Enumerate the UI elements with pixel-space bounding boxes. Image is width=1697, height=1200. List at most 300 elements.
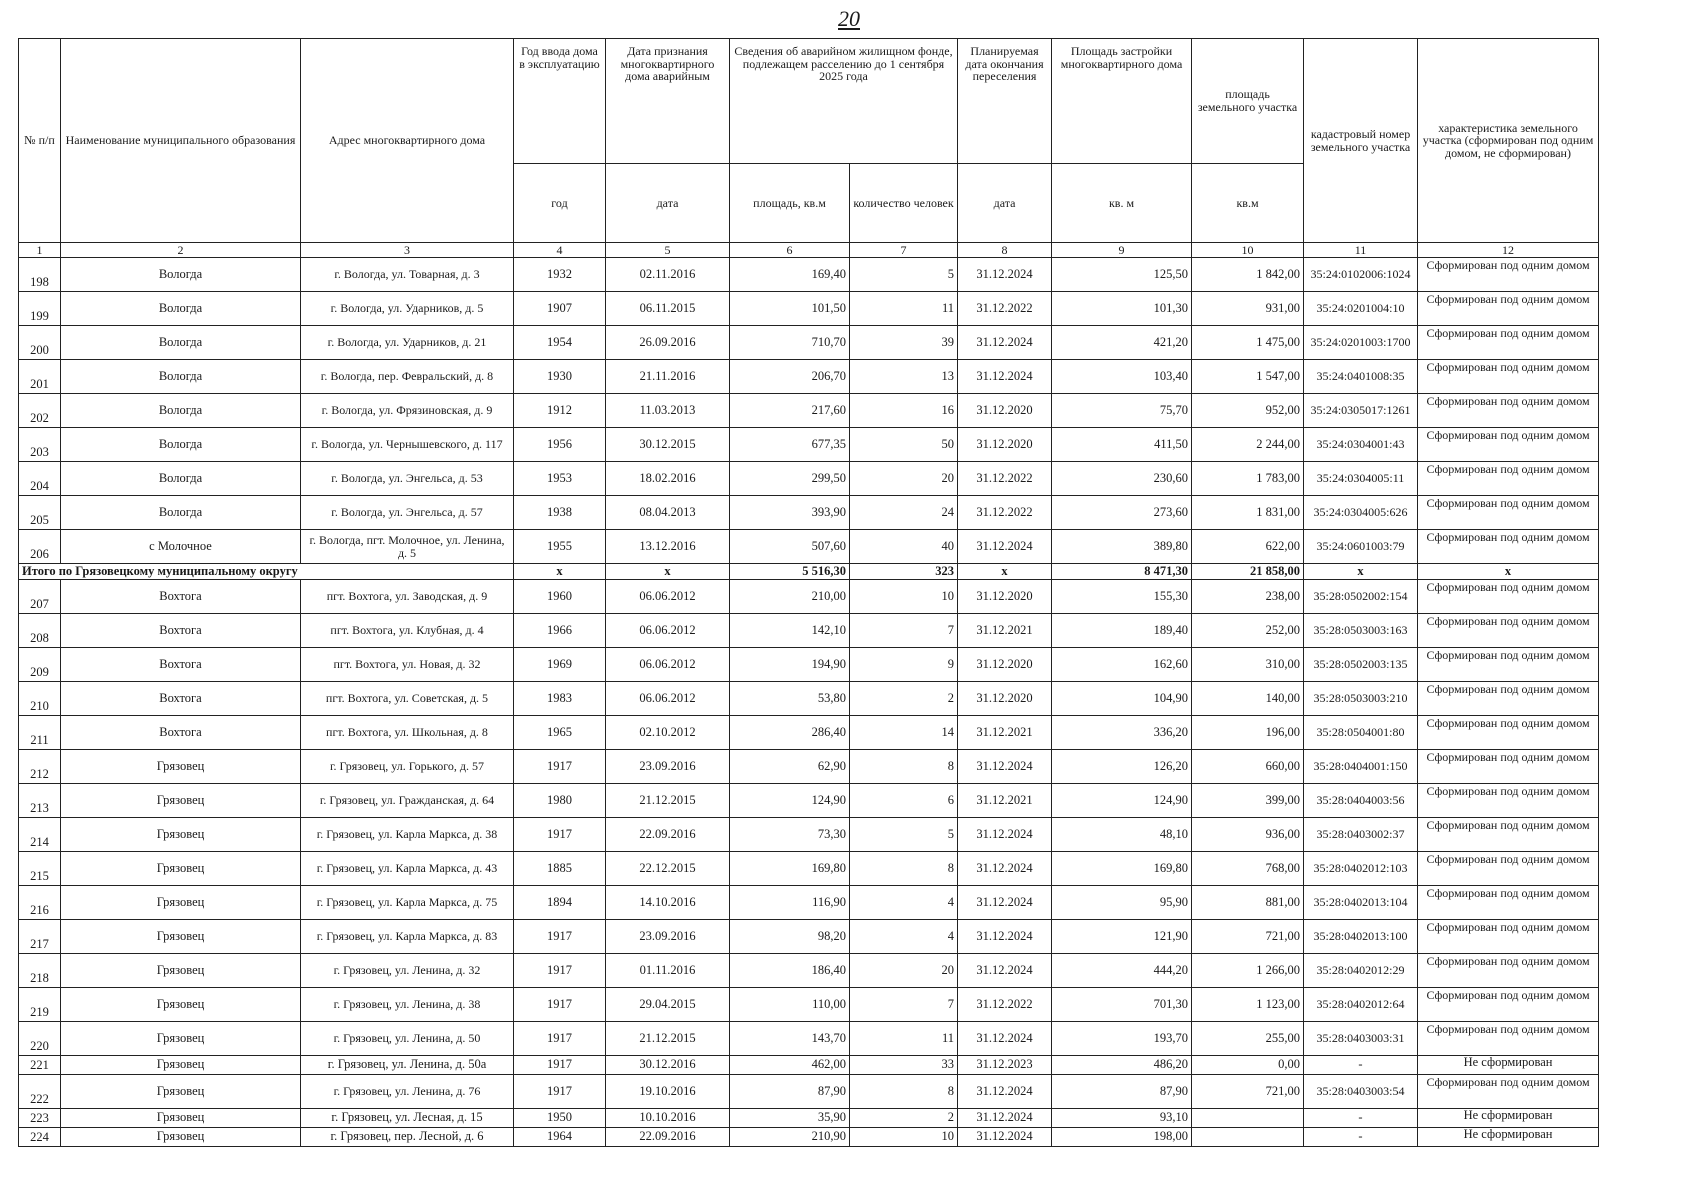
column-index: 5 <box>606 243 730 258</box>
planned-date: 31.12.2020 <box>958 648 1052 682</box>
planned-date: 31.12.2021 <box>958 716 1052 750</box>
building-area: 169,80 <box>1052 852 1192 886</box>
people-count: 11 <box>850 292 958 326</box>
emergency-date: 06.11.2015 <box>606 292 730 326</box>
address: г. Вологда, ул. Энгельса, д. 53 <box>301 462 514 496</box>
commission-year: 1930 <box>514 360 606 394</box>
fund-area: 98,20 <box>730 920 850 954</box>
people-count: 40 <box>850 530 958 564</box>
emergency-date: 11.03.2013 <box>606 394 730 428</box>
commission-year: 1938 <box>514 496 606 530</box>
land-characteristic: Сформирован под одним домом <box>1418 716 1599 750</box>
table-row <box>19 1109 1599 1128</box>
commission-year: 1917 <box>514 1022 606 1056</box>
emergency-date: 01.11.2016 <box>606 954 730 988</box>
land-characteristic: Сформирован под одним домом <box>1418 580 1599 614</box>
planned-date: 31.12.2024 <box>958 818 1052 852</box>
planned-date: 31.12.2024 <box>958 326 1052 360</box>
building-area: 101,30 <box>1052 292 1192 326</box>
emergency-date: 10.10.2016 <box>606 1109 730 1128</box>
address: пгт. Вохтога, ул. Школьная, д. 8 <box>301 716 514 750</box>
municipality: Вологда <box>61 496 301 530</box>
building-area: 103,40 <box>1052 360 1192 394</box>
address: г. Грязовец, ул. Гражданская, д. 64 <box>301 784 514 818</box>
table-body-gryazovets <box>19 580 1599 1147</box>
building-area: 336,20 <box>1052 716 1192 750</box>
planned-date: 31.12.2020 <box>958 580 1052 614</box>
commission-year: 1917 <box>514 818 606 852</box>
emergency-date: 21.12.2015 <box>606 1022 730 1056</box>
row-number: 201 <box>19 360 61 394</box>
column-index: 11 <box>1304 243 1418 258</box>
people-count: 4 <box>850 920 958 954</box>
row-number: 207 <box>19 580 61 614</box>
people-count: 20 <box>850 462 958 496</box>
land-area: 255,00 <box>1192 1022 1304 1056</box>
land-area: 1 123,00 <box>1192 988 1304 1022</box>
commission-year: 1965 <box>514 716 606 750</box>
address: г. Вологда, ул. Товарная, д. 3 <box>301 258 514 292</box>
building-area: 93,10 <box>1052 1109 1192 1128</box>
planned-date: 31.12.2024 <box>958 920 1052 954</box>
people-count: 6 <box>850 784 958 818</box>
land-characteristic: Не сформирован <box>1418 1128 1599 1147</box>
land-area: 952,00 <box>1192 394 1304 428</box>
fund-area: 210,00 <box>730 580 850 614</box>
emergency-date: 21.11.2016 <box>606 360 730 394</box>
municipality: Грязовец <box>61 750 301 784</box>
row-number: 205 <box>19 496 61 530</box>
fund-area: 194,90 <box>730 648 850 682</box>
land-area: 252,00 <box>1192 614 1304 648</box>
cadastral-number: 35:28:0402012:103 <box>1304 852 1418 886</box>
row-number: 203 <box>19 428 61 462</box>
people-count: 24 <box>850 496 958 530</box>
municipality: Грязовец <box>61 988 301 1022</box>
subheader-year: год <box>514 164 606 243</box>
table-row <box>19 716 1599 750</box>
land-characteristic: Сформирован под одним домом <box>1418 462 1599 496</box>
fund-area: 124,90 <box>730 784 850 818</box>
municipality: с Молочное <box>61 530 301 564</box>
cadastral-number: 35:24:0601003:79 <box>1304 530 1418 564</box>
table-row <box>19 988 1599 1022</box>
people-count: 39 <box>850 326 958 360</box>
municipality: Грязовец <box>61 920 301 954</box>
land-area: 1 783,00 <box>1192 462 1304 496</box>
address: г. Грязовец, ул. Карла Маркса, д. 75 <box>301 886 514 920</box>
address: г. Грязовец, ул. Ленина, д. 76 <box>301 1075 514 1109</box>
commission-year: 1980 <box>514 784 606 818</box>
planned-date: 31.12.2023 <box>958 1056 1052 1075</box>
land-characteristic: Сформирован под одним домом <box>1418 1075 1599 1109</box>
cadastral-number: 35:28:0402013:104 <box>1304 886 1418 920</box>
cadastral-number: 35:24:0102006:1024 <box>1304 258 1418 292</box>
address: г. Грязовец, ул. Карла Маркса, д. 38 <box>301 818 514 852</box>
people-count: 7 <box>850 614 958 648</box>
land-area: 0,00 <box>1192 1056 1304 1075</box>
fund-area: 677,35 <box>730 428 850 462</box>
people-count: 16 <box>850 394 958 428</box>
commission-year: 1983 <box>514 682 606 716</box>
land-area: 196,00 <box>1192 716 1304 750</box>
total-plan: х <box>958 564 1052 580</box>
address: г. Вологда, ул. Ударников, д. 5 <box>301 292 514 326</box>
row-number: 220 <box>19 1022 61 1056</box>
cadastral-number: 35:24:0304001:43 <box>1304 428 1418 462</box>
emergency-date: 22.09.2016 <box>606 818 730 852</box>
land-characteristic: Сформирован под одним домом <box>1418 818 1599 852</box>
land-characteristic: Сформирован под одним домом <box>1418 530 1599 564</box>
planned-date: 31.12.2021 <box>958 614 1052 648</box>
emergency-date: 14.10.2016 <box>606 886 730 920</box>
header-row-number: № п/п <box>19 39 61 243</box>
row-number: 213 <box>19 784 61 818</box>
planned-date: 31.12.2021 <box>958 784 1052 818</box>
column-index: 4 <box>514 243 606 258</box>
commission-year: 1917 <box>514 920 606 954</box>
municipality: Грязовец <box>61 1056 301 1075</box>
fund-area: 142,10 <box>730 614 850 648</box>
cadastral-number: 35:28:0402012:29 <box>1304 954 1418 988</box>
planned-date: 31.12.2024 <box>958 1128 1052 1147</box>
municipality: Вохтога <box>61 648 301 682</box>
fund-area: 110,00 <box>730 988 850 1022</box>
building-area: 486,20 <box>1052 1056 1192 1075</box>
municipality: Вологда <box>61 462 301 496</box>
cadastral-number: 35:24:0401008:35 <box>1304 360 1418 394</box>
total-build-area: 8 471,30 <box>1052 564 1192 580</box>
planned-date: 31.12.2024 <box>958 1075 1052 1109</box>
people-count: 8 <box>850 852 958 886</box>
planned-date: 31.12.2024 <box>958 530 1052 564</box>
table-row <box>19 580 1599 614</box>
address: г. Грязовец, ул. Лесная, д. 15 <box>301 1109 514 1128</box>
emergency-date: 06.06.2012 <box>606 648 730 682</box>
fund-area: 286,40 <box>730 716 850 750</box>
land-area: 238,00 <box>1192 580 1304 614</box>
fund-area: 206,70 <box>730 360 850 394</box>
column-index-row <box>19 243 1599 258</box>
cadastral-number: - <box>1304 1109 1418 1128</box>
emergency-date: 26.09.2016 <box>606 326 730 360</box>
address: г. Вологда, ул. Чернышевского, д. 117 <box>301 428 514 462</box>
commission-year: 1917 <box>514 1056 606 1075</box>
land-characteristic: Сформирован под одним домом <box>1418 394 1599 428</box>
municipality: Грязовец <box>61 818 301 852</box>
column-index: 1 <box>19 243 61 258</box>
commission-year: 1885 <box>514 852 606 886</box>
total-label: Итого по Грязовецкому муниципальному округу <box>19 564 514 580</box>
building-area: 125,50 <box>1052 258 1192 292</box>
row-number: 221 <box>19 1056 61 1075</box>
table-row <box>19 1022 1599 1056</box>
table-row <box>19 292 1599 326</box>
municipality: Грязовец <box>61 1109 301 1128</box>
land-area <box>1192 1109 1304 1128</box>
table-row <box>19 462 1599 496</box>
column-index: 9 <box>1052 243 1192 258</box>
building-area: 389,80 <box>1052 530 1192 564</box>
cadastral-number: 35:24:0305017:1261 <box>1304 394 1418 428</box>
commission-year: 1955 <box>514 530 606 564</box>
header-land-characteristic: характеристика земельного участка (сформирован под одним домом, не сформирован) <box>1418 39 1599 243</box>
total-people: 323 <box>850 564 958 580</box>
emergency-date: 29.04.2015 <box>606 988 730 1022</box>
municipality: Грязовец <box>61 1075 301 1109</box>
municipality: Грязовец <box>61 1128 301 1147</box>
land-characteristic: Не сформирован <box>1418 1056 1599 1075</box>
address: г. Грязовец, ул. Карла Маркса, д. 43 <box>301 852 514 886</box>
fund-area: 169,40 <box>730 258 850 292</box>
address: пгт. Вохтога, ул. Клубная, д. 4 <box>301 614 514 648</box>
people-count: 8 <box>850 1075 958 1109</box>
municipality: Вологда <box>61 258 301 292</box>
cadastral-number: - <box>1304 1128 1418 1147</box>
column-index: 8 <box>958 243 1052 258</box>
people-count: 2 <box>850 682 958 716</box>
building-area: 421,20 <box>1052 326 1192 360</box>
land-characteristic: Сформирован под одним домом <box>1418 496 1599 530</box>
column-index: 10 <box>1192 243 1304 258</box>
row-number: 214 <box>19 818 61 852</box>
table-row <box>19 818 1599 852</box>
emergency-date: 13.12.2016 <box>606 530 730 564</box>
people-count: 11 <box>850 1022 958 1056</box>
planned-date: 31.12.2024 <box>958 886 1052 920</box>
address: г. Вологда, пер. Февральский, д. 8 <box>301 360 514 394</box>
land-characteristic: Сформирован под одним домом <box>1418 326 1599 360</box>
planned-date: 31.12.2022 <box>958 496 1052 530</box>
emergency-date: 23.09.2016 <box>606 750 730 784</box>
municipality: Грязовец <box>61 886 301 920</box>
row-number: 219 <box>19 988 61 1022</box>
people-count: 10 <box>850 580 958 614</box>
subheader-date: дата <box>606 164 730 243</box>
planned-date: 31.12.2024 <box>958 954 1052 988</box>
fund-area: 710,70 <box>730 326 850 360</box>
planned-date: 31.12.2022 <box>958 292 1052 326</box>
total-land-area: 21 858,00 <box>1192 564 1304 580</box>
people-count: 7 <box>850 988 958 1022</box>
row-number: 210 <box>19 682 61 716</box>
header-emergency-date: Дата признания многоквартирного дома аварийным <box>606 39 730 164</box>
land-area: 881,00 <box>1192 886 1304 920</box>
header-address: Адрес многоквартирного дома <box>301 39 514 243</box>
address: г. Грязовец, ул. Ленина, д. 38 <box>301 988 514 1022</box>
address: г. Грязовец, пер. Лесной, д. 6 <box>301 1128 514 1147</box>
land-characteristic: Сформирован под одним домом <box>1418 682 1599 716</box>
people-count: 2 <box>850 1109 958 1128</box>
commission-year: 1950 <box>514 1109 606 1128</box>
municipality: Грязовец <box>61 1022 301 1056</box>
land-characteristic: Сформирован под одним домом <box>1418 784 1599 818</box>
planned-date: 31.12.2020 <box>958 428 1052 462</box>
total-characteristic: х <box>1418 564 1599 580</box>
people-count: 14 <box>850 716 958 750</box>
total-date: х <box>606 564 730 580</box>
municipality: Вологда <box>61 428 301 462</box>
fund-area: 116,90 <box>730 886 850 920</box>
emergency-housing-table <box>18 38 1599 1147</box>
table-row <box>19 920 1599 954</box>
fund-area: 462,00 <box>730 1056 850 1075</box>
fund-area: 210,90 <box>730 1128 850 1147</box>
commission-year: 1956 <box>514 428 606 462</box>
total-area: 5 516,30 <box>730 564 850 580</box>
row-number: 222 <box>19 1075 61 1109</box>
row-number: 202 <box>19 394 61 428</box>
fund-area: 143,70 <box>730 1022 850 1056</box>
table-row <box>19 648 1599 682</box>
cadastral-number: 35:24:0201003:1700 <box>1304 326 1418 360</box>
municipality: Грязовец <box>61 954 301 988</box>
building-area: 198,00 <box>1052 1128 1192 1147</box>
fund-area: 299,50 <box>730 462 850 496</box>
fund-area: 73,30 <box>730 818 850 852</box>
building-area: 230,60 <box>1052 462 1192 496</box>
commission-year: 1917 <box>514 988 606 1022</box>
municipality: Грязовец <box>61 784 301 818</box>
building-area: 155,30 <box>1052 580 1192 614</box>
table-row <box>19 1128 1599 1147</box>
land-characteristic: Сформирован под одним домом <box>1418 886 1599 920</box>
people-count: 50 <box>850 428 958 462</box>
registry-sheet <box>18 38 1598 1147</box>
land-area: 660,00 <box>1192 750 1304 784</box>
table-row <box>19 326 1599 360</box>
commission-year: 1969 <box>514 648 606 682</box>
commission-year: 1954 <box>514 326 606 360</box>
table-row <box>19 360 1599 394</box>
address: г. Грязовец, ул. Ленина, д. 50 <box>301 1022 514 1056</box>
address: г. Вологда, пгт. Молочное, ул. Ленина, д. 5 <box>301 530 514 564</box>
cadastral-number: 35:28:0404003:56 <box>1304 784 1418 818</box>
planned-date: 31.12.2024 <box>958 1109 1052 1128</box>
table-row <box>19 614 1599 648</box>
fund-area: 507,60 <box>730 530 850 564</box>
planned-date: 31.12.2024 <box>958 360 1052 394</box>
people-count: 33 <box>850 1056 958 1075</box>
cadastral-number: 35:24:0304005:626 <box>1304 496 1418 530</box>
row-number: 218 <box>19 954 61 988</box>
emergency-date: 18.02.2016 <box>606 462 730 496</box>
table-row <box>19 496 1599 530</box>
header-building-area: Площадь застройки многоквартирного дома <box>1052 39 1192 164</box>
cadastral-number: 35:28:0403003:54 <box>1304 1075 1418 1109</box>
table-row <box>19 784 1599 818</box>
row-number: 200 <box>19 326 61 360</box>
building-area: 75,70 <box>1052 394 1192 428</box>
header-land-area: площадь земельного участка <box>1192 39 1304 164</box>
total-row <box>19 564 1599 580</box>
table-row <box>19 1056 1599 1075</box>
header-cadastral-number: кадастровый номер земельного участка <box>1304 39 1418 243</box>
commission-year: 1917 <box>514 750 606 784</box>
land-area: 399,00 <box>1192 784 1304 818</box>
column-index: 7 <box>850 243 958 258</box>
commission-year: 1966 <box>514 614 606 648</box>
fund-area: 186,40 <box>730 954 850 988</box>
commission-year: 1953 <box>514 462 606 496</box>
emergency-date: 22.09.2016 <box>606 1128 730 1147</box>
column-index: 2 <box>61 243 301 258</box>
table-row <box>19 682 1599 716</box>
table-row <box>19 954 1599 988</box>
land-characteristic: Сформирован под одним домом <box>1418 292 1599 326</box>
row-number: 208 <box>19 614 61 648</box>
planned-date: 31.12.2020 <box>958 682 1052 716</box>
row-number: 216 <box>19 886 61 920</box>
emergency-date: 08.04.2013 <box>606 496 730 530</box>
people-count: 13 <box>850 360 958 394</box>
emergency-date: 19.10.2016 <box>606 1075 730 1109</box>
land-area: 1 842,00 <box>1192 258 1304 292</box>
fund-area: 169,80 <box>730 852 850 886</box>
building-area: 48,10 <box>1052 818 1192 852</box>
people-count: 5 <box>850 818 958 852</box>
table-body-vologda <box>19 258 1599 564</box>
commission-year: 1907 <box>514 292 606 326</box>
subheader-land-unit: кв.м <box>1192 164 1304 243</box>
land-area: 1 266,00 <box>1192 954 1304 988</box>
people-count: 9 <box>850 648 958 682</box>
land-characteristic: Сформирован под одним домом <box>1418 920 1599 954</box>
land-area <box>1192 1128 1304 1147</box>
land-characteristic: Сформирован под одним домом <box>1418 988 1599 1022</box>
address: г. Грязовец, ул. Ленина, д. 50а <box>301 1056 514 1075</box>
municipality: Вохтога <box>61 682 301 716</box>
people-count: 8 <box>850 750 958 784</box>
row-number: 204 <box>19 462 61 496</box>
land-area: 1 831,00 <box>1192 496 1304 530</box>
emergency-date: 06.06.2012 <box>606 580 730 614</box>
building-area: 193,70 <box>1052 1022 1192 1056</box>
cadastral-number: 35:28:0503003:210 <box>1304 682 1418 716</box>
total-cadastral: х <box>1304 564 1418 580</box>
row-number: 215 <box>19 852 61 886</box>
emergency-date: 06.06.2012 <box>606 682 730 716</box>
building-area: 444,20 <box>1052 954 1192 988</box>
land-area: 1 547,00 <box>1192 360 1304 394</box>
cadastral-number: - <box>1304 1056 1418 1075</box>
planned-date: 31.12.2020 <box>958 394 1052 428</box>
land-characteristic: Сформирован под одним домом <box>1418 614 1599 648</box>
building-area: 95,90 <box>1052 886 1192 920</box>
subheader-plan-date: дата <box>958 164 1052 243</box>
address: пгт. Вохтога, ул. Новая, д. 32 <box>301 648 514 682</box>
address: г. Вологда, ул. Фрязиновская, д. 9 <box>301 394 514 428</box>
planned-date: 31.12.2024 <box>958 258 1052 292</box>
emergency-date: 23.09.2016 <box>606 920 730 954</box>
building-area: 121,90 <box>1052 920 1192 954</box>
address: пгт. Вохтога, ул. Заводская, д. 9 <box>301 580 514 614</box>
subheader-build-unit: кв. м <box>1052 164 1192 243</box>
planned-date: 31.12.2024 <box>958 852 1052 886</box>
table-header <box>19 39 1599 258</box>
emergency-date: 02.11.2016 <box>606 258 730 292</box>
fund-area: 87,90 <box>730 1075 850 1109</box>
address: г. Грязовец, ул. Карла Маркса, д. 83 <box>301 920 514 954</box>
building-area: 126,20 <box>1052 750 1192 784</box>
cadastral-number: 35:28:0504001:80 <box>1304 716 1418 750</box>
planned-date: 31.12.2022 <box>958 462 1052 496</box>
address: г. Грязовец, ул. Горького, д. 57 <box>301 750 514 784</box>
emergency-date: 22.12.2015 <box>606 852 730 886</box>
row-number: 217 <box>19 920 61 954</box>
land-area: 310,00 <box>1192 648 1304 682</box>
land-characteristic: Сформирован под одним домом <box>1418 954 1599 988</box>
